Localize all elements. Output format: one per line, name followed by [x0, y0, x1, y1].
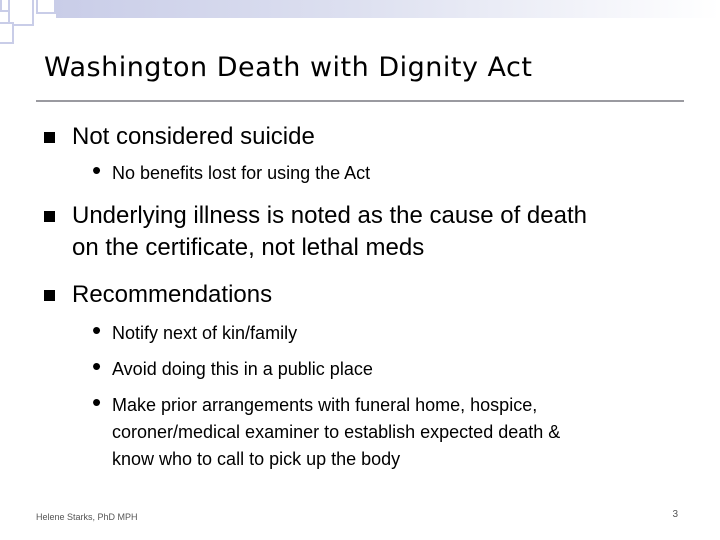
bullet-recommendations: Recommendations	[72, 281, 273, 308]
square-bullet-icon	[44, 132, 55, 143]
slide-title: Washington Death with Dignity Act	[44, 52, 533, 83]
sub-bullet-arrangements-line2: coroner/medical examiner to establish expected death &	[112, 422, 561, 442]
sub-bullet-no-benefits: No benefits lost for using the Act	[112, 163, 371, 183]
bullet-not-considered-suicide: Not considered suicide	[72, 123, 315, 150]
dot-bullet-icon: •	[92, 387, 102, 417]
sub-bullet-arrangements-line1: Make prior arrangements with funeral home, hospice,	[112, 395, 538, 415]
title-divider	[36, 100, 684, 102]
dot-bullet-icon: •	[92, 351, 102, 381]
sub-bullet-arrangements-line3: know who to call to pick up the body	[112, 449, 401, 469]
page-number: 3	[672, 509, 678, 520]
decor-square	[36, 0, 56, 14]
square-bullet-icon	[44, 211, 55, 222]
dot-bullet-icon: •	[92, 155, 102, 185]
bullet-underlying-illness-line2: on the certificate, not lethal meds	[72, 234, 425, 261]
header-gradient-bar	[56, 0, 720, 18]
sub-bullet-avoid-public: Avoid doing this in a public place	[112, 359, 373, 379]
sub-bullet-notify: Notify next of kin/family	[112, 323, 298, 343]
footer-author: Helene Starks, PhD MPH	[36, 512, 138, 522]
bullet-underlying-illness-line1: Underlying illness is noted as the cause of death	[72, 202, 587, 229]
decor-square	[0, 22, 14, 44]
dot-bullet-icon: •	[92, 315, 102, 345]
square-bullet-icon	[44, 290, 55, 301]
